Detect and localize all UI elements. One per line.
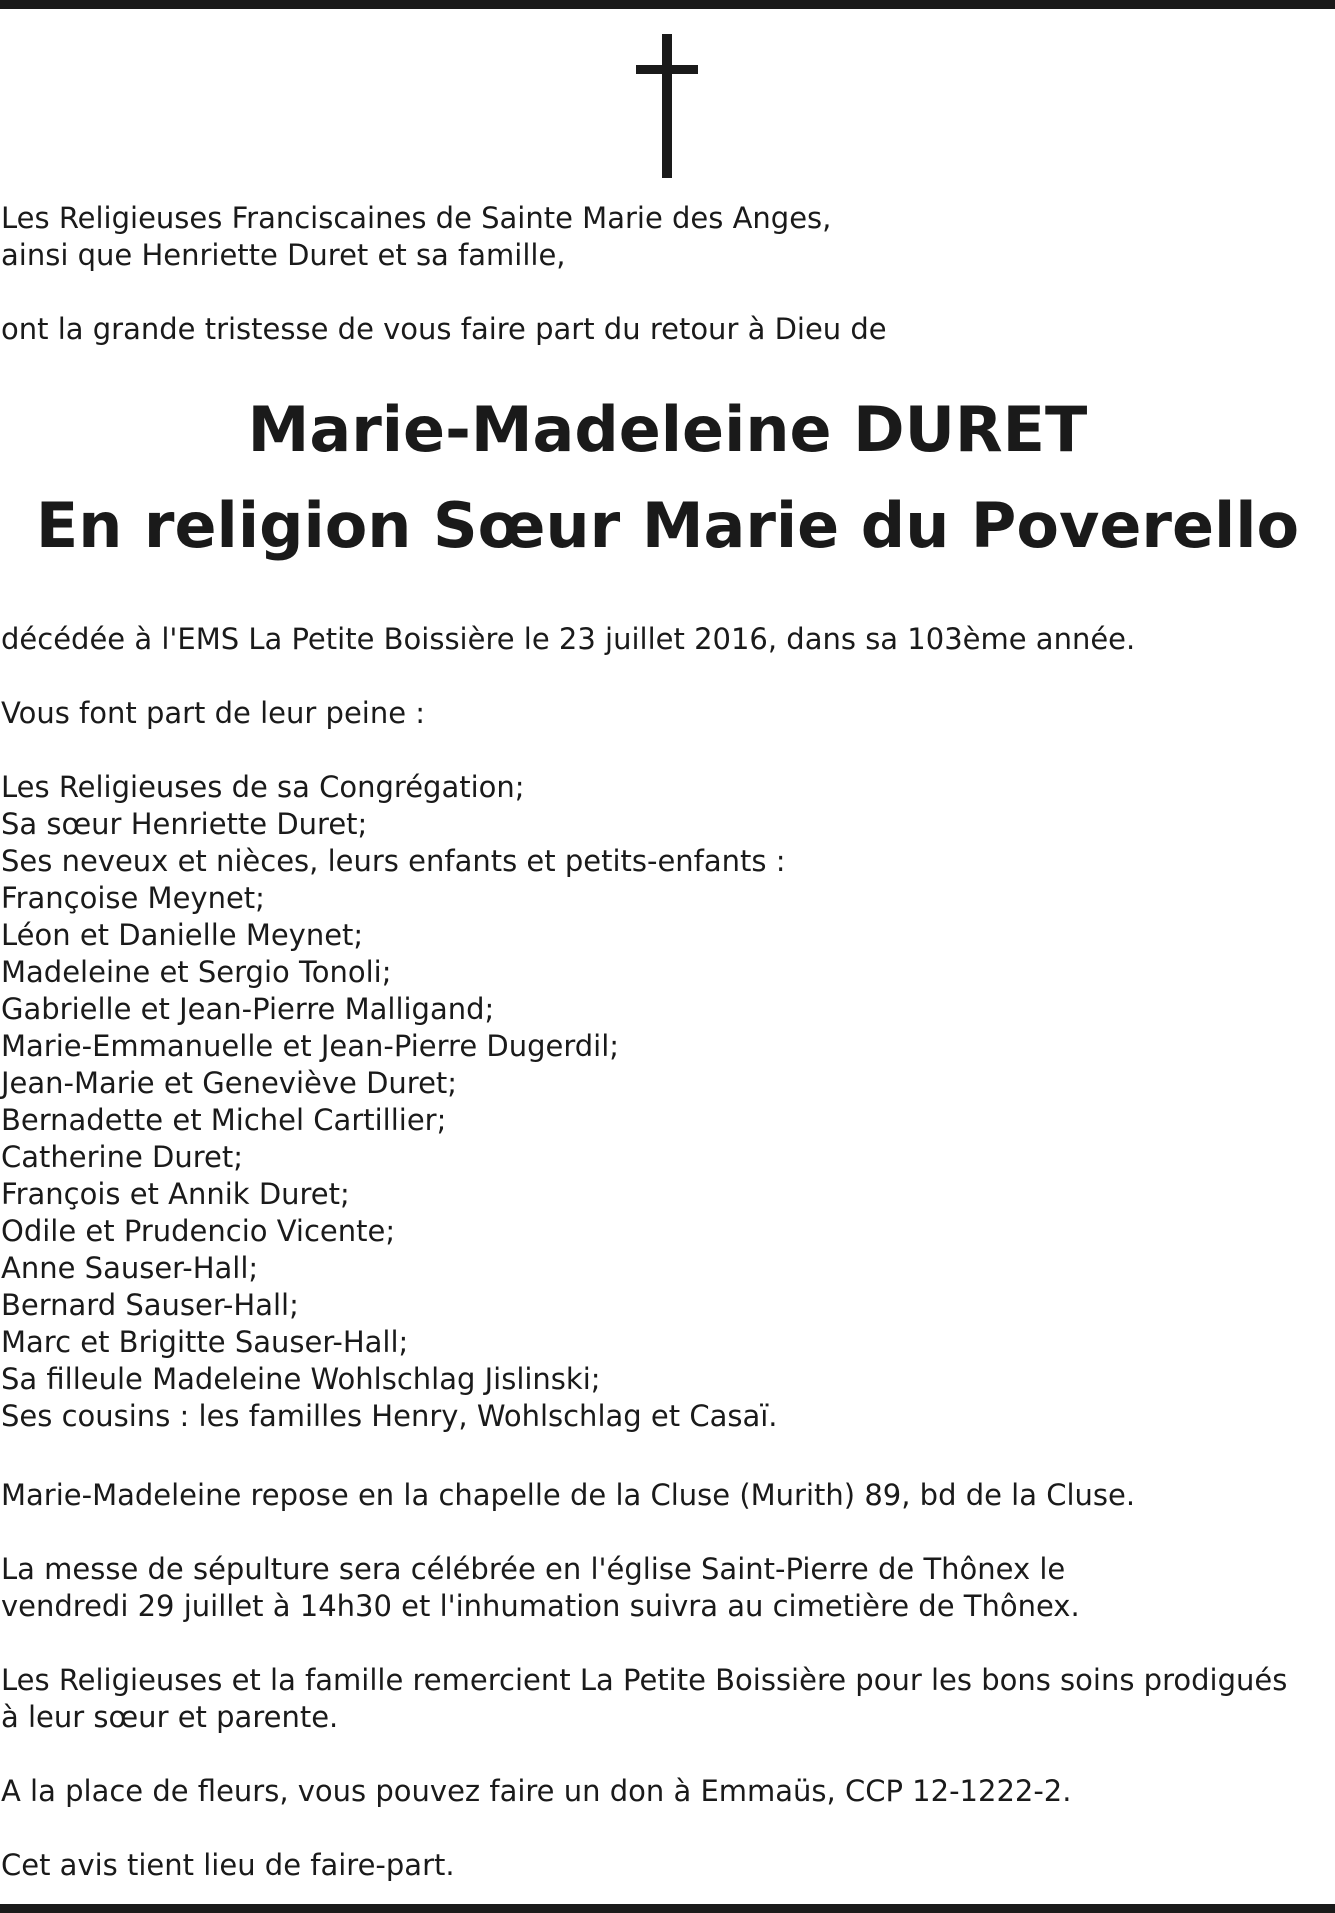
intro-paragraph: [1, 200, 831, 274]
mourner-line: Sa filleule Madeleine Wohlschlag Jislinski;: [1, 1362, 601, 1396]
mourner-line: Françoise Meynet;: [1, 881, 265, 915]
deceased-name: Marie-Madeleine DURET: [247, 393, 1088, 466]
mourner-line: François et Annik Duret;: [1, 1177, 350, 1211]
cross-vertical-bar: [662, 34, 672, 178]
death-details: décédée à l'EMS La Petite Boissière le 23 juillet 2016, dans sa 103ème année.: [1, 622, 1136, 656]
thanks-line-2: à leur sœur et parente.: [1, 1700, 339, 1734]
lead-sentence: ont la grande tristesse de vous faire part du retour à Dieu de: [1, 312, 887, 346]
sorrow-intro: Vous font part de leur peine :: [1, 696, 426, 730]
intro-line-1: Les Religieuses Franciscaines de Sainte Marie des Anges,: [1, 201, 832, 235]
donation-note: A la place de fleurs, vous pouvez faire un don à Emmaüs, CCP 12-1222-2.: [1, 1774, 1072, 1808]
funeral-mass: [1, 1551, 1080, 1625]
mourner-line: Marie-Emmanuelle et Jean-Pierre Dugerdil;: [1, 1029, 620, 1063]
top-rule: [0, 0, 1335, 9]
mourner-line: Ses neveux et nièces, leurs enfants et petits-enfants :: [1, 844, 786, 878]
notice-statement: Cet avis tient lieu de faire-part.: [1, 1848, 455, 1882]
funeral-mass-line-2: vendredi 29 juillet à 14h30 et l'inhumation suivra au cimetière de Thônex.: [1, 1589, 1080, 1623]
mourner-line: Anne Sauser-Hall;: [1, 1251, 259, 1285]
thanks-line-1: Les Religieuses et la famille remercient La Petite Boissière pour les bons soins prodigués: [1, 1663, 1288, 1697]
mourner-line: Odile et Prudencio Vicente;: [1, 1214, 396, 1248]
cross-horizontal-bar: [636, 65, 698, 74]
funeral-mass-line-1: La messe de sépulture sera célébrée en l'église Saint-Pierre de Thônex le: [1, 1552, 1066, 1586]
mourner-line: Jean-Marie et Geneviève Duret;: [1, 1066, 458, 1100]
mourner-line: Catherine Duret;: [1, 1140, 244, 1174]
mourner-line: Les Religieuses de sa Congrégation;: [1, 770, 525, 804]
religious-name: En religion Sœur Marie du Poverello: [35, 489, 1300, 562]
mourner-line: Marc et Brigitte Sauser-Hall;: [1, 1325, 409, 1359]
intro-line-2: ainsi que Henriette Duret et sa famille,: [1, 238, 566, 272]
mourner-line: Ses cousins : les familles Henry, Wohlschlag et Casaï.: [1, 1399, 778, 1433]
mourner-line: Sa sœur Henriette Duret;: [1, 807, 368, 841]
mourner-line: Léon et Danielle Meynet;: [1, 918, 364, 952]
cross-icon: [636, 34, 698, 178]
bottom-rule: [0, 1904, 1335, 1913]
mourner-line: Madeleine et Sergio Tonoli;: [1, 955, 392, 989]
thanks-paragraph: [1, 1662, 1287, 1736]
mourner-line: Bernadette et Michel Cartillier;: [1, 1103, 447, 1137]
mourner-line: Bernard Sauser-Hall;: [1, 1288, 299, 1322]
mourner-line: Gabrielle et Jean-Pierre Malligand;: [1, 992, 495, 1026]
mourners-list: [1, 769, 786, 1435]
repose-location: Marie-Madeleine repose en la chapelle de la Cluse (Murith) 89, bd de la Cluse.: [1, 1478, 1136, 1512]
